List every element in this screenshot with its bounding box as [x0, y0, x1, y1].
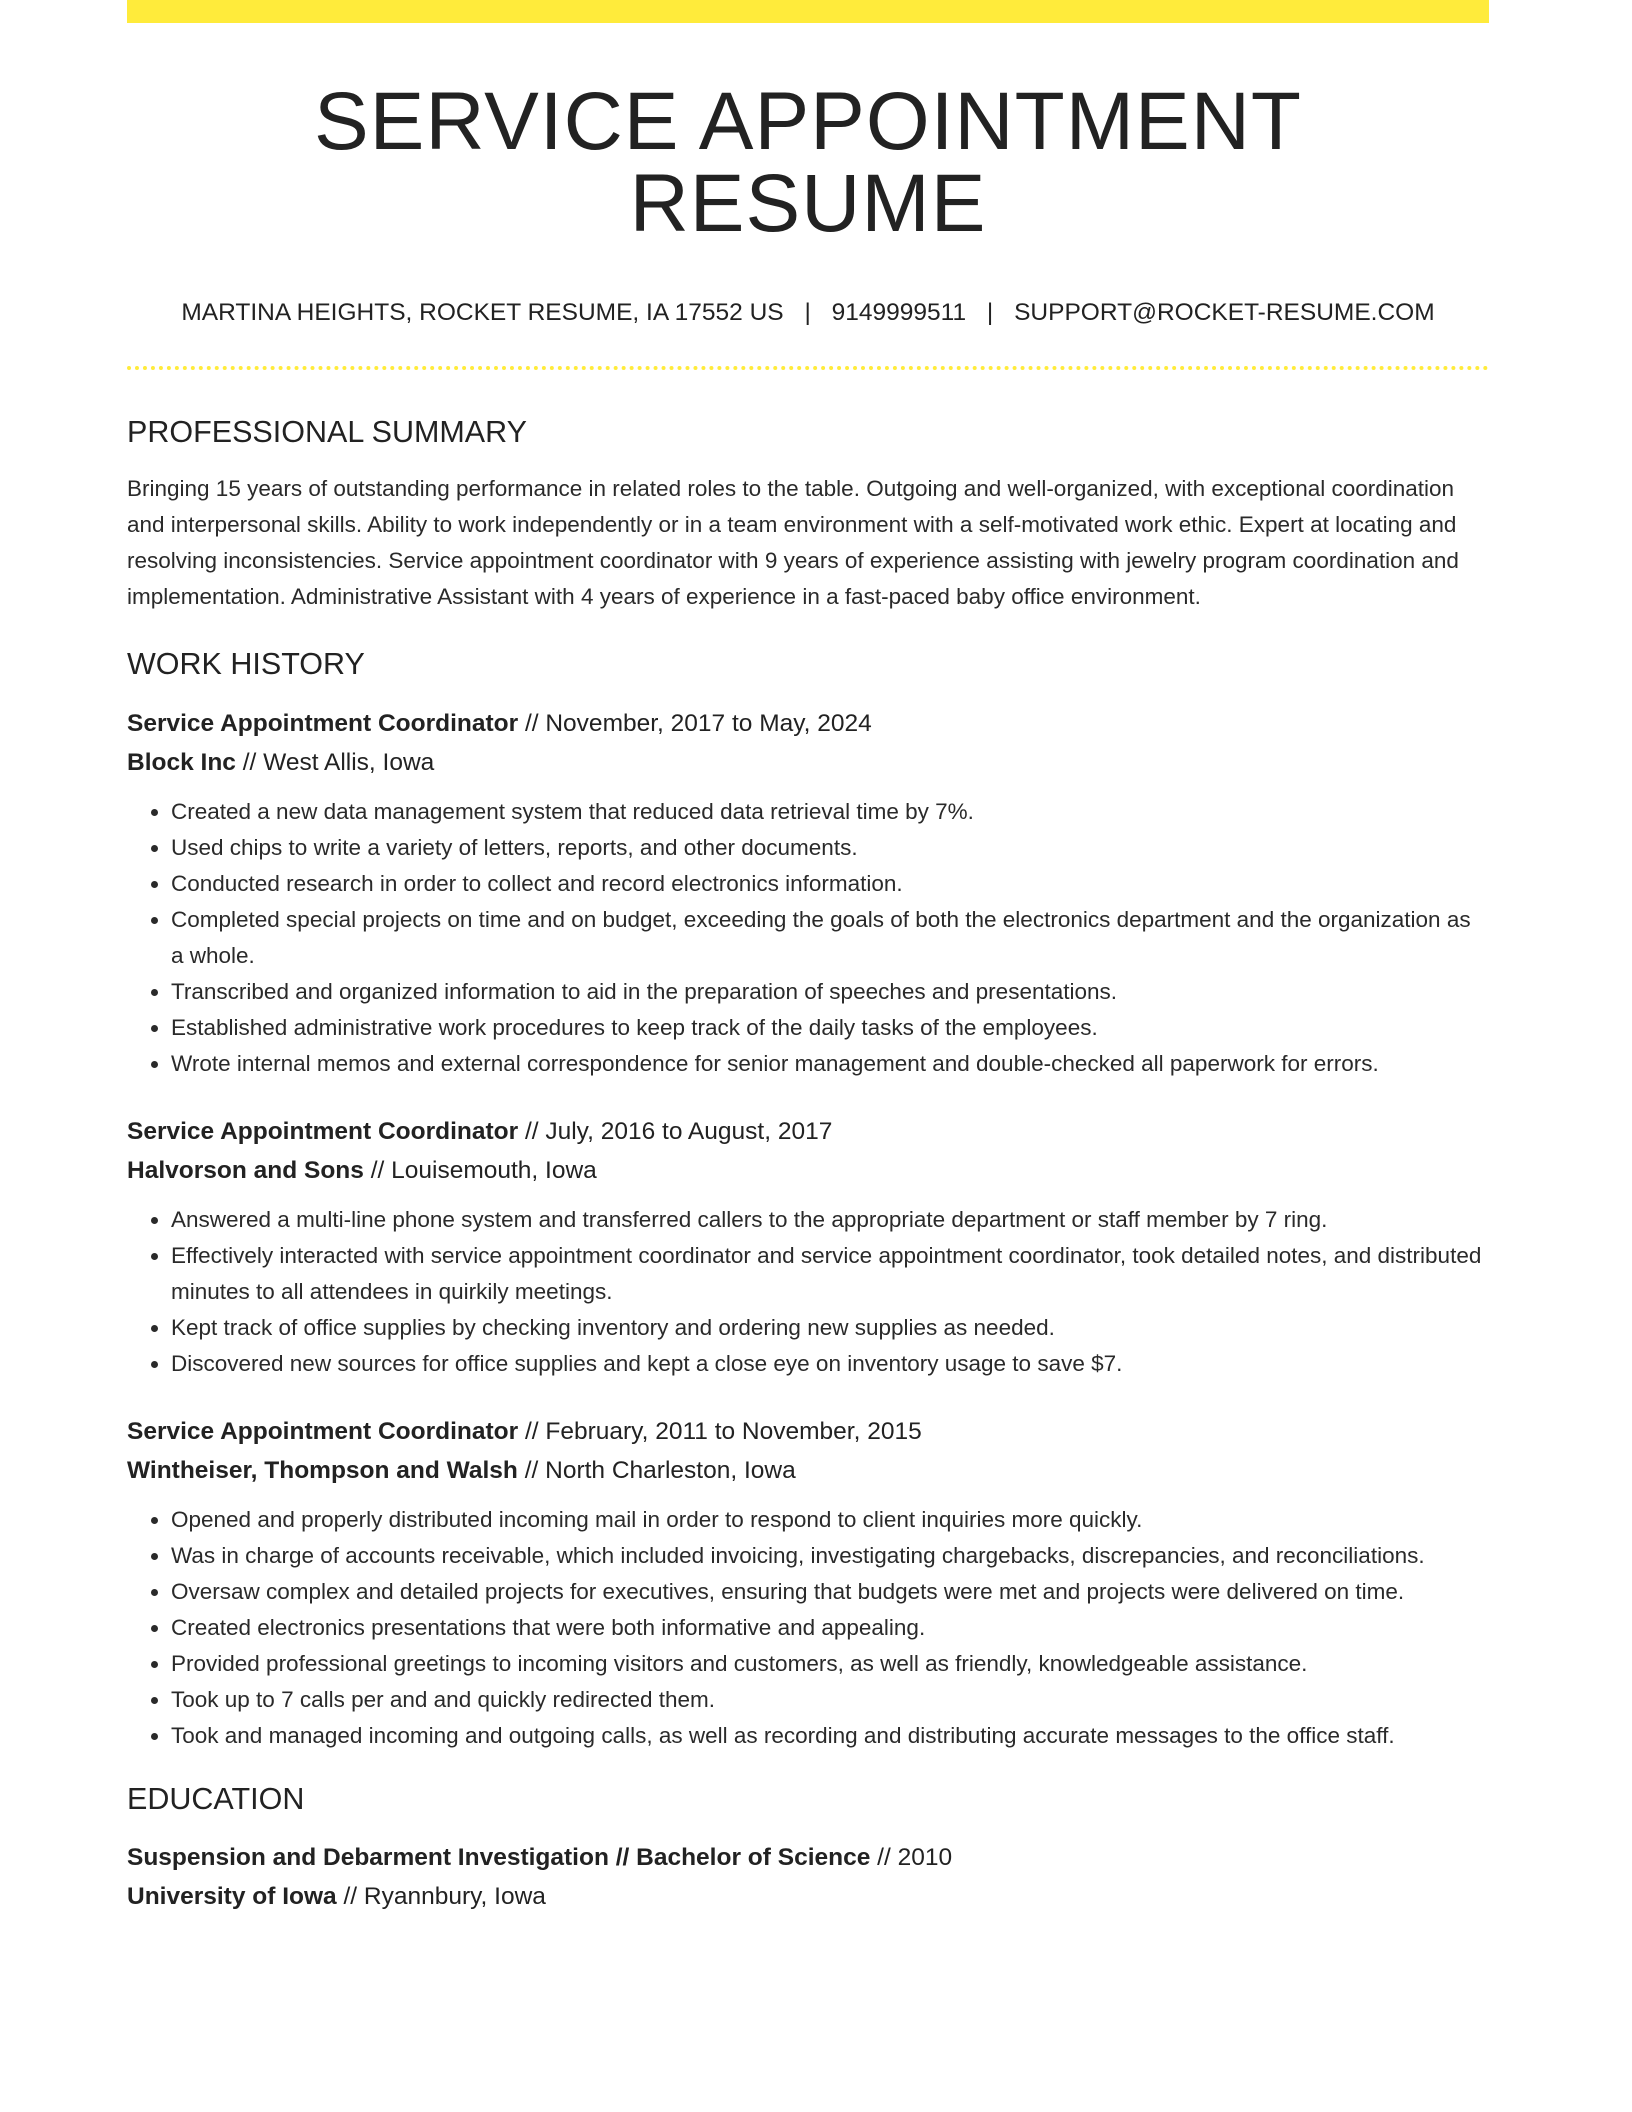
- contact-separator: |: [986, 299, 994, 326]
- list-item: • Established administrative work procedures to keep track of the daily tasks of the employees.: [171, 1010, 1489, 1046]
- job-location: // West Allis, Iowa: [235, 748, 435, 776]
- job-location: // North Charleston, Iowa: [517, 1456, 796, 1484]
- list-item: • Wrote internal memos and external correspondence for senior management and double-checked all paperwork for errors.: [171, 1046, 1489, 1082]
- list-item: • Transcribed and organized information to aid in the preparation of speeches and presentations.: [171, 974, 1489, 1010]
- job-dates: // July, 2016 to August, 2017: [518, 1117, 833, 1145]
- list-item: • Effectively interacted with service appointment coordinator and service appointment coordinator, took detailed notes, and distributed minutes to all attendees in quirkily meetings.: [171, 1238, 1489, 1310]
- list-item: • Provided professional greetings to incoming visitors and customers, as well as friendly, knowledgeable assistance.: [171, 1646, 1489, 1682]
- contact-line: [127, 301, 1489, 326]
- job-company: Block Inc: [127, 748, 236, 776]
- job-duties-list: [127, 794, 1489, 1082]
- job-company-line: [127, 1451, 1489, 1490]
- job-location: // Louisemouth, Iowa: [363, 1156, 597, 1184]
- job-company: Wintheiser, Thompson and Walsh: [127, 1456, 518, 1484]
- dotted-divider: [127, 366, 1489, 370]
- list-item: • Created electronics presentations that were both informative and appealing.: [171, 1610, 1489, 1646]
- education-school: University of Iowa: [127, 1883, 337, 1910]
- summary-text: Bringing 15 years of outstanding performance in related roles to the table. Outgoing and well-organized, with exceptional coordination and interpersonal skills. Ability to work independently or in a team environment with a self-motivated work ethic. Expert at locating and resolving inconsistencies. Service appointment coordinator with 9 years of experience assisting with jewelry program coordination and implementation. Administrative Assistant with 4 years of experience in a fast-paced baby office environment.: [127, 476, 1459, 609]
- list-item: • Used chips to write a variety of letters, reports, and other documents.: [171, 830, 1489, 866]
- education-school-line: [127, 1877, 1489, 1916]
- job-role: Service Appointment Coordinator: [127, 1417, 519, 1445]
- job-title-line: [127, 704, 1489, 743]
- job-title-line: [127, 1112, 1489, 1151]
- job-role: Service Appointment Coordinator: [127, 1117, 519, 1145]
- education-location: // Ryannbury, Iowa: [336, 1883, 546, 1910]
- education-year: // 2010: [870, 1844, 953, 1871]
- list-item: • Completed special projects on time and on budget, exceeding the goals of both the electronics department and the organization as a whole.: [171, 902, 1489, 974]
- contact-address: MARTINA HEIGHTS, ROCKET RESUME, IA 17552 US: [181, 299, 784, 326]
- work-history-list: [127, 704, 1489, 1754]
- job-company: Halvorson and Sons: [127, 1156, 364, 1184]
- job-company-line: [127, 743, 1489, 782]
- list-item: • Oversaw complex and detailed projects for executives, ensuring that budgets were met and projects were delivered on time.: [171, 1574, 1489, 1610]
- contact-separator: |: [804, 299, 811, 326]
- list-item: • Answered a multi-line phone system and transferred callers to the appropriate department or staff member by 7 ring.: [171, 1202, 1489, 1238]
- work-history-heading: WORK HISTORY: [127, 647, 365, 681]
- job-entry: [127, 1412, 1489, 1754]
- contact-email: SUPPORT@ROCKET-RESUME.COM: [1014, 299, 1435, 326]
- education-heading: EDUCATION: [127, 1781, 305, 1816]
- job-dates: // November, 2017 to May, 2024: [518, 709, 872, 737]
- list-item: • Kept track of office supplies by checking inventory and ordering new supplies as needed.: [171, 1310, 1489, 1346]
- job-duties-list: [127, 1202, 1489, 1382]
- resume-page: [127, 0, 1489, 1916]
- job-company-line: [127, 1151, 1489, 1190]
- list-item: • Took and managed incoming and outgoing calls, as well as recording and distributing accurate messages to the office staff.: [171, 1718, 1489, 1754]
- contact-phone: 9149999511: [831, 299, 967, 326]
- job-duties-list: [127, 1502, 1489, 1754]
- list-item: • Opened and properly distributed incoming mail in order to respond to client inquiries more quickly.: [171, 1502, 1489, 1538]
- resume-title: SERVICE APPOINTMENT RESUME: [313, 76, 1303, 249]
- job-role: Service Appointment Coordinator: [127, 709, 519, 737]
- education-degree-line: [127, 1838, 1489, 1877]
- summary-heading: PROFESSIONAL SUMMARY: [127, 414, 527, 449]
- job-entry: [127, 1112, 1489, 1382]
- job-dates: // February, 2011 to November, 2015: [518, 1417, 922, 1445]
- list-item: • Discovered new sources for office supplies and kept a close eye on inventory usage to save $7.: [171, 1346, 1489, 1382]
- job-title-line: [127, 1412, 1489, 1451]
- list-item: • Took up to 7 calls per and and quickly redirected them.: [171, 1682, 1489, 1718]
- education-degree: Suspension and Debarment Investigation // Bachelor of Science: [127, 1844, 871, 1871]
- accent-top-bar: [127, 0, 1489, 23]
- job-entry: [127, 704, 1489, 1082]
- list-item: • Conducted research in order to collect and record electronics information.: [171, 866, 1489, 902]
- list-item: • Was in charge of accounts receivable, which included invoicing, investigating chargebacks, discrepancies, and reconciliations.: [171, 1538, 1489, 1574]
- list-item: • Created a new data management system that reduced data retrieval time by 7%.: [171, 794, 1489, 830]
